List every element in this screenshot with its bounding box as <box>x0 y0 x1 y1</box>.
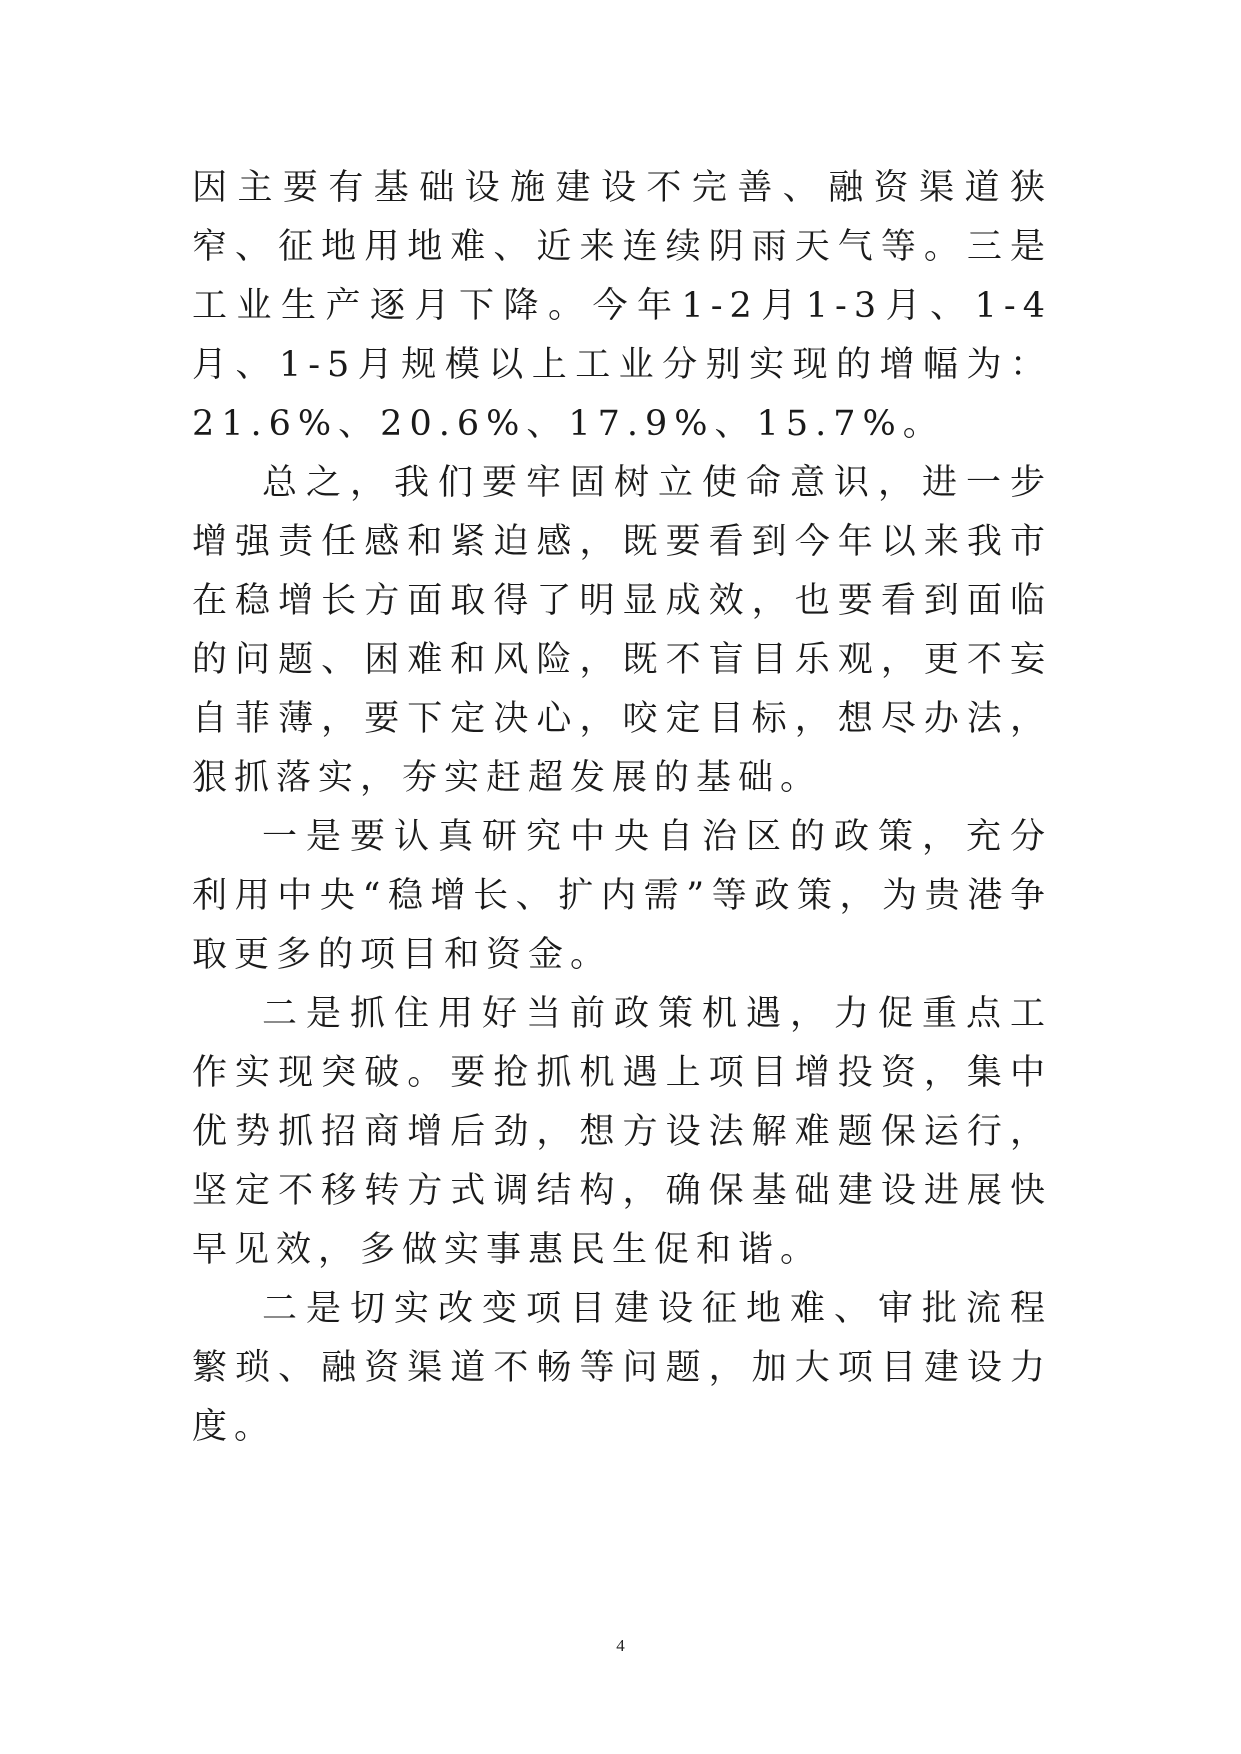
body-text <box>192 159 1052 1457</box>
paragraph-1: 因主要有基础设施建设不完善、融资渠道狭窄、征地用地难、近来连续阴雨天气等。三是工业生产逐月下降。今年1-2月1-3月、1-4月、1-5月规模以上工业分别实现的增幅为：21.6%、20.6%、17.9%、15.7%。 <box>192 168 1052 444</box>
paragraph-2: 总之，我们要牢固树立使命意识，进一步增强责任感和紧迫感，既要看到今年以来我市在稳增长方面取得了明显成效，也要看到面临的问题、困难和风险，既不盲目乐观，更不妄自菲薄，要下定决心，咬定目标，想尽办法，狠抓落实，夯实赶超发展的基础。 <box>192 463 1052 798</box>
paragraph-4: 二是抓住用好当前政策机遇，力促重点工作实现突破。要抢抓机遇上项目增投资，集中优势抓招商增后劲，想方设法解难题保运行，坚定不移转方式调结构，确保基础建设进展快早见效，多做实事惠民生促和谐。 <box>192 994 1052 1270</box>
paragraph-3: 一是要认真研究中央自治区的政策，充分利用中央“稳增长、扩内需”等政策，为贵港争取更多的项目和资金。 <box>192 817 1052 975</box>
page-number: 4 <box>616 1636 625 1655</box>
paragraph-5: 二是切实改变项目建设征地难、审批流程繁琐、融资渠道不畅等问题，加大项目建设力度。 <box>192 1289 1052 1447</box>
